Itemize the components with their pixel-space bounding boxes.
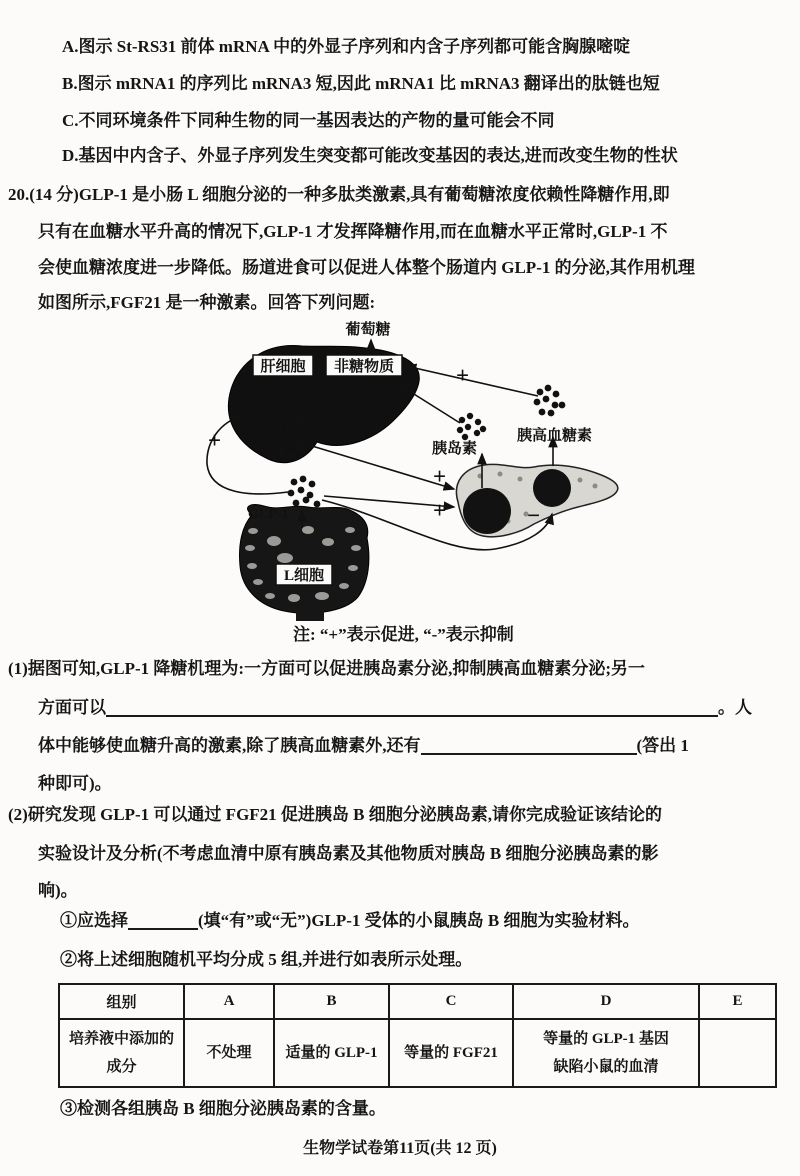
liver-cell-label: 肝细胞 <box>260 359 306 375</box>
cell-c: 等量的 FGF21 <box>389 1019 513 1087</box>
fgf21-label: FGF21 <box>304 428 346 443</box>
pancreas-islet-right <box>533 469 571 507</box>
cell-d-line2: 缺陷小鼠的血清 <box>553 1059 659 1075</box>
q2-step1-post: (填“有”或“无”)GLP-1 受体的小鼠胰岛 B 细胞为实验材料。 <box>198 911 640 930</box>
non-sugar-label: 非糖物质 <box>333 359 395 375</box>
cell-d <box>513 1019 699 1087</box>
option-a: A.图示 St-RS31 前体 mRNA 中的外显子序列和内含子序列都可能含胸腺嘧啶 <box>62 37 631 56</box>
q1-blank-1 <box>106 703 718 717</box>
q20-stem-line2: 只有在血糖水平升高的情况下,GLP-1 才发挥降糖作用,而在血糖水平正常时,GLP-1 不 <box>38 222 668 241</box>
q2-step1 <box>60 910 640 932</box>
header-b: B <box>274 984 389 1019</box>
row-label-line2: 成分 <box>106 1059 137 1075</box>
q1-line3-pre: 体中能够使血糖升高的激素,除了胰高血糖素外,还有 <box>38 736 421 755</box>
option-d: D.基因中内含子、外显子序列发生突变都可能改变基因的表达,进而改变生物的性状 <box>62 146 678 165</box>
option-b: B.图示 mRNA1 的序列比 mRNA3 短,因此 mRNA1 比 mRNA3 翻译出的肽链也短 <box>62 74 660 93</box>
plus-sign-glucagon-line: + <box>456 363 470 388</box>
q1-line2 <box>38 697 752 719</box>
q2-step1-pre: ①应选择 <box>60 911 128 930</box>
glucose-label: 葡萄糖 <box>345 322 391 338</box>
q20-stem-line4: 如图所示,FGF21 是一种激素。回答下列问题: <box>38 293 376 312</box>
table-body-row <box>59 1019 776 1087</box>
minus-sign-insulin-line: − <box>392 388 406 413</box>
header-group: 组别 <box>59 984 184 1019</box>
q2-step3: ③检测各组胰岛 B 细胞分泌胰岛素的含量。 <box>60 1099 386 1118</box>
cell-e <box>699 1019 776 1087</box>
header-d: D <box>513 984 699 1019</box>
page-footer: 生物学试卷第11页(共 12 页) <box>303 1140 497 1157</box>
q1-line2-post: 。人 <box>718 698 752 717</box>
q2-step2: ②将上述细胞随机平均分成 5 组,并进行如表所示处理。 <box>60 950 473 969</box>
plus-sign-fgf21-pancreas: + <box>433 464 447 489</box>
q1-line1: (1)据图可知,GLP-1 降糖机理为:一方面可以促进胰岛素分泌,抑制胰高血糖素分泌;另一 <box>8 659 646 678</box>
l-cell-label: L细胞 <box>283 568 325 584</box>
header-c: C <box>389 984 513 1019</box>
q1-line2-pre: 方面可以 <box>38 698 106 717</box>
minus-sign-fgf21: − <box>327 393 341 418</box>
row-label-line1: 培养液中添加的 <box>68 1030 174 1047</box>
table-header-row <box>59 984 776 1019</box>
q2-line3: 响)。 <box>38 881 78 900</box>
q1-line3-post: (答出 1 <box>636 736 689 755</box>
glucagon-dots <box>534 385 566 417</box>
plus-sign-glp1-pancreas: + <box>433 498 447 523</box>
q1-line3 <box>38 735 689 757</box>
minus-sign-glp1-islet: − <box>527 503 541 528</box>
q20-stem-line1: 20.(14 分)GLP-1 是小肠 L 细胞分泌的一种多肽类激素,具有葡萄糖浓度依赖性降糖作用,即 <box>8 185 670 204</box>
header-e: E <box>699 984 776 1019</box>
diagram-note: 注: “+”表示促进, “-”表示抑制 <box>293 625 514 644</box>
q2-line1: (2)研究发现 GLP-1 可以通过 FGF21 促进胰岛 B 细胞分泌胰岛素,请你完成验证该结论的 <box>8 805 663 824</box>
glp1-dots <box>288 476 321 508</box>
glp1-mechanism-diagram <box>190 316 630 648</box>
plus-sign-liver-loop: + <box>208 428 222 453</box>
option-c: C.不同环境条件下同种生物的同一基因表达的产物的量可能会不同 <box>62 111 555 130</box>
glucagon-label: 胰高血糖素 <box>517 428 593 444</box>
glp1-label: GLP-1 <box>248 507 289 522</box>
cell-d-line1: 等量的 GLP-1 基因 <box>543 1030 669 1047</box>
insulin-dots <box>457 413 486 440</box>
experiment-table <box>58 983 777 1088</box>
q1-blank-2 <box>421 741 637 755</box>
cell-b: 适量的 GLP-1 <box>274 1019 389 1087</box>
cell-a: 不处理 <box>184 1019 274 1087</box>
q2-line2: 实验设计及分析(不考虑血清中原有胰岛素及其他物质对胰岛 B 细胞分泌胰岛素的影 <box>38 844 659 863</box>
insulin-label: 胰岛素 <box>432 441 478 457</box>
q1-line4: 种即可)。 <box>38 774 112 793</box>
pancreas-islet-left <box>463 488 511 534</box>
row-label-cell <box>59 1019 184 1087</box>
header-a: A <box>184 984 274 1019</box>
q20-stem-line3: 会使血糖浓度进一步降低。肠道进食可以促进人体整个肠道内 GLP-1 的分泌,其作用机理 <box>38 258 695 277</box>
q2-step1-blank <box>128 916 198 930</box>
